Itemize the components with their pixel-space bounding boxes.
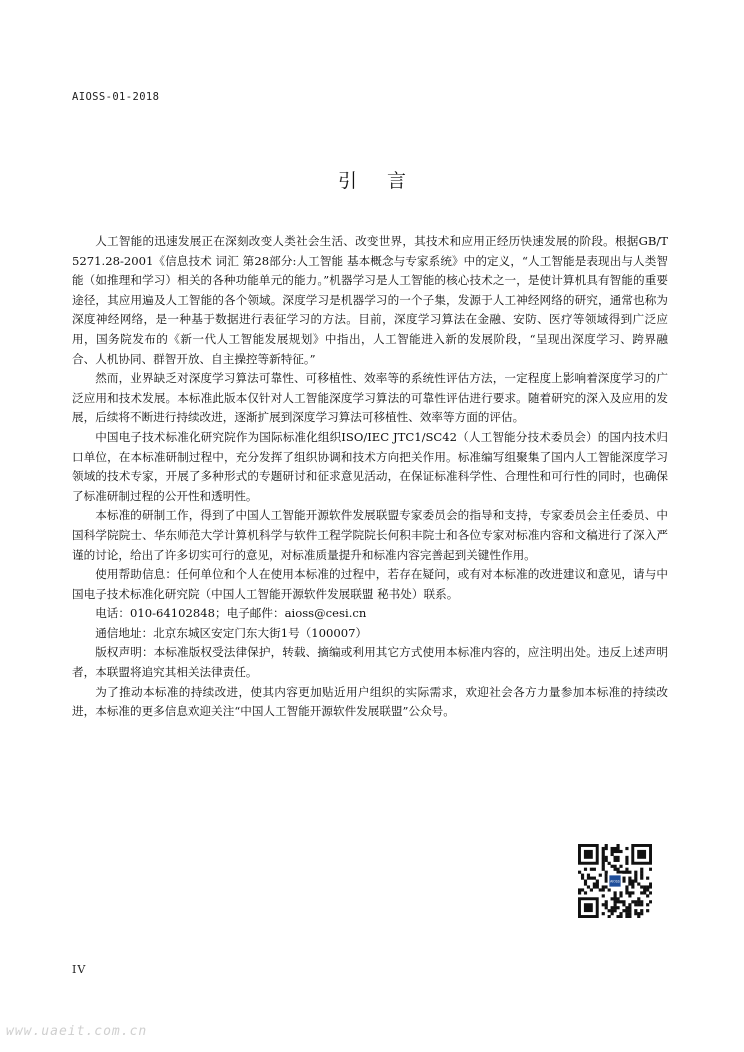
contact-address: 通信地址：北京东城区安定门东大街1号（100007）: [95, 625, 368, 640]
paragraph-intro: 人工智能的迅速发展正在深刻改变人类社会生活、改变世界，其技术和应用正经历快速发展的阶段。根据GB/T 5271.28-2001《信息技术 词汇 第28部分:人工智能 基本概念与专家系统》中的定义，“人工智能是表现出与人类智能（如推理和学习）相关的各种功能单元的能力。”机器学习是人工智能的核心技术之一，是使计算机具有智能的重要途径，其应用遍及人工智能的各个领域。深度学习是机器学习的一个子集，发源于人工神经网络的研究，通常也称为深度神经网络，是一种基于数据进行表征学习的方法。目前，深度学习算法在金融、安防、医疗等领域得到广泛应用，国务院发布的《新一代人工智能发展规划》中指出，人工智能进入新的发展阶段，“呈现出深度学习、跨界融合、人机协同、群智开放、自主操控等新特征。”: [72, 234, 668, 366]
page-number: IV: [72, 963, 87, 976]
qr-code-icon: [578, 844, 652, 918]
copyright-notice: 版权声明：本标准版权受法律保护，转载、摘编或利用其它方式使用本标准内容的，应注明出处。违反上述声明者，本联盟将追究其相关法律责任。: [72, 645, 668, 680]
paragraph-organization: 中国电子技术标准化研究院作为国际标准化组织ISO/IEC JTC1/SC42（人工智能分技术委员会）的国内技术归口单位，在本标准研制过程中，充分发挥了组织协调和技术方向把关作用。标准编写组聚集了国内人工智能深度学习领域的技术专家，开展了多种形式的专题研讨和征求意见活动，在保证标准科学性、合理性和可行性的同时，也确保了标准研制过程的公开性和透明性。: [72, 429, 668, 503]
svg-text:AIOSS: AIOSS: [610, 879, 620, 884]
document-code: AIOSS-01-2018: [72, 91, 160, 103]
paragraph-scope: 然而，业界缺乏对深度学习算法可靠性、可移植性、效率等的系统性评估方法，一定程度上影响着深度学习的广泛应用和技术发展。本标准此版本仅针对人工智能深度学习算法的可靠性评估进行要求。随着研究的深入及应用的发展，后续将不断进行持续改进，逐渐扩展到深度学习算法可移植性、效率等方面的评估。: [72, 371, 668, 425]
section-title: 引言: [337, 170, 436, 192]
contact-phone-email: 电话：010-64102848；电子邮件：aioss@cesi.cn: [95, 606, 367, 621]
paragraph-acknowledgement: 本标准的研制工作，得到了中国人工智能开源软件发展联盟专家委员会的指导和支持，专家委员会主任委员、中国科学院院士、华东师范大学计算机科学与软件工程学院院长何积丰院士和各位专家对标准内容和文稿进行了深入严谨的讨论，给出了许多切实可行的意见，对标准质量提升和标准内容完善起到关键性作用。: [72, 508, 668, 562]
paragraph-help: 使用帮助信息：任何单位和个人在使用本标准的过程中，若存在疑问，或有对本标准的改进建议和意见，请与中国电子技术标准化研究院（中国人工智能开源软件发展联盟 秘书处）联系。: [72, 567, 668, 601]
document-body: [72, 232, 668, 722]
paragraph-closing: 为了推动本标准的持续改进，使其内容更加贴近用户组织的实际需求，欢迎社会各方力量参加本标准的持续改进，本标准的更多信息欢迎关注“中国人工智能开源软件发展联盟”公众号。: [72, 684, 668, 719]
watermark: www.uaeit.com.cn: [6, 1024, 148, 1039]
